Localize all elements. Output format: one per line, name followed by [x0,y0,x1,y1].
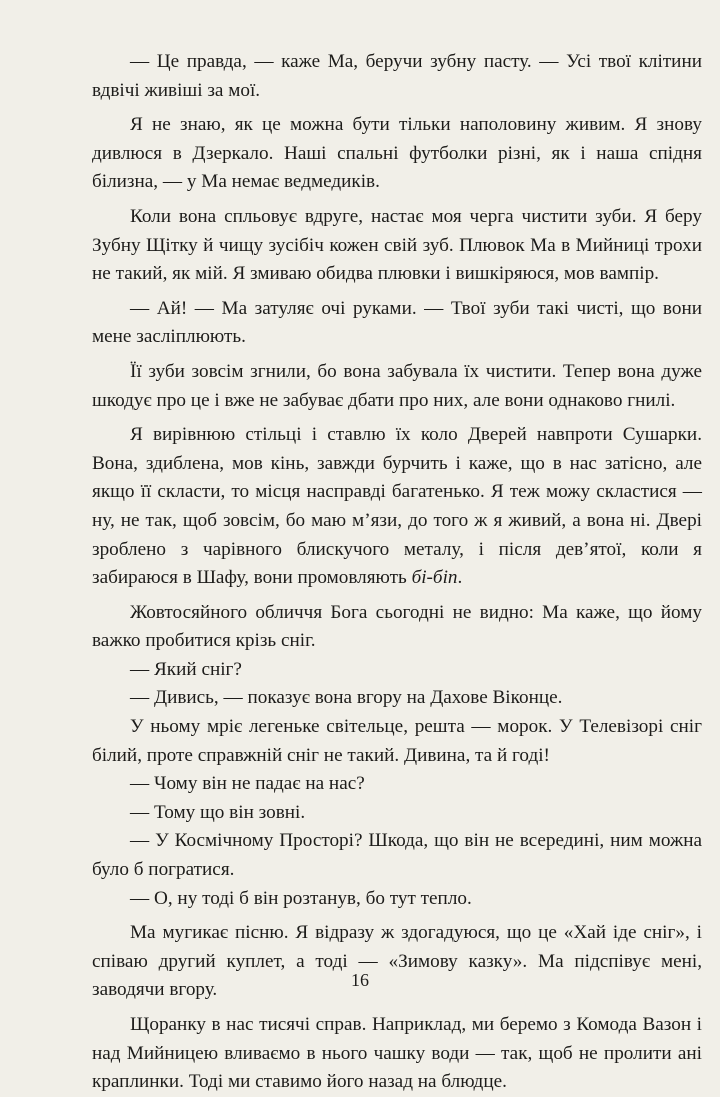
paragraph: — Який сніг? [130,658,242,680]
paragraph: — Дивись, — показує вона вгору на Дахове Віконце. [130,687,563,709]
door-sound-end: . [457,567,463,589]
door-sound: бі-біп [411,567,458,589]
paragraph: — Тому що він зовні. [130,801,306,823]
paragraph: — Це правда, — каже Ма, беручи зубну пасту. — Усі твої клітини вдвічі живіші за мої. [92,51,702,101]
paragraph: Я не знаю, як це можна бути тільки наполовину живим. Я знову дивлюся в Дзеркало. Наші спальні футболки різні, як і наша спідня білизна, — у Ма немає ведмедиків. [92,114,702,193]
paragraph: — О, ну тоді б він розтанув, бо тут тепло. [130,887,472,909]
paragraph: — У Космічному Просторі? Шкода, що він не всередині, ним можна було б погратися. [92,830,702,881]
page-number: 16 [351,970,369,990]
paragraph: Щоранку в нас тисячі справ. Наприклад, ми беремо з Комода Вазон і над Мийницею вливаємо в нього чашку води — так, щоб не пролити ані краплинки. Тоді ми ставимо його назад на блюдце. [92,1014,702,1093]
paragraph: Її зуби зовсім згнили, бо вона забувала їх чистити. Тепер вона дуже шкодує про це і вже не забуває дбати про них, але вони однаково гнилі. [92,360,702,411]
paragraph: — Чому він не падає на нас? [130,773,365,795]
paragraph: — Ай! — Ма затуляє очі руками. — Твої зуби такі чисті, що вони мене засліплюють. [92,297,702,348]
page-body [92,48,702,1097]
paragraph: Ма мугикає пісню. Я відразу ж здогадуюся, що це «Хай іде сніг», і співаю другий куплет, а тоді — «Зимову казку». Ма підспівує мені, заводячи вгору. [92,922,702,1001]
paragraph-doors [92,421,702,593]
paragraph: У ньому мріє легеньке світельце, решта — морок. У Телевізорі сніг білий, проте справжній сніг не такий. Дивина, та й годі! [92,716,702,766]
paragraph: Жовтосяйного обличчя Бога сьогодні не видно: Ма каже, що йому важко пробитися крізь сніг. [92,601,702,652]
paragraph-text: Я вирівнюю стільці і ставлю їх коло Дверей навпроти Сушарки. Вона, здиблена, мов кінь, завжди бурчить і каже, що в нас затісно, але якщо її скласти, то місця насправді багатенько. Я теж можу скластися — ну, не так, щоб зовсім, бо маю м’язи, до того ж я живий, а вона ні. Двері зроблено з чарівного блискучого металу, і після дев’ятої, коли я забираюся в Шафу, вони промовляють [92,424,702,589]
paragraph: Коли вона спльовує вдруге, настає моя черга чистити зуби. Я беру Зубну Щітку й чищу зусібіч кожен свій зуб. Плювок Ма в Мийниці трохи не такий, як мій. Я змиваю обидва плювки і вишкіряюся, мов вампір. [92,205,702,285]
